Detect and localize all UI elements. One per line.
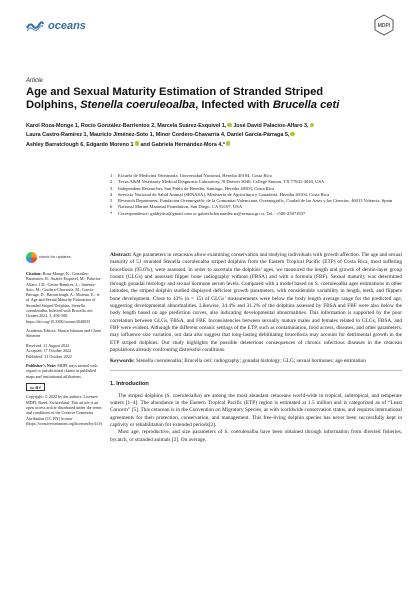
- citation: Citation: Roza-Monge, K.; González-Barrientos, R.; Suárez-Esquivel, M.; Palacios-Alfaro, J.D.; Castro-Ramírez, L.; Jiménez-Soto, M.; Cordero-Chavarría, M.; García-Párraga, D.; Barratclough, A.; Moreno, E.; et al. Age and Sexual Maturity Estimation of Stranded Striped Dolphins, Stenella coeruleoalba, Infected with Brucella ceti. Oceans 2022, 3, 494-508. https://doi.org/10.3390/oceans3040033: [26, 271, 102, 324]
- publisher-note: Publisher’s Note: MDPI stays neutral with regard to jurisdictional claims in published maps and institutional affiliations.: [26, 363, 98, 379]
- accepted-date: Accepted: 17 October 2022: [26, 348, 72, 354]
- keywords: Keywords: Stenella coeruleoalba; Brucella ceti; radiography; gonadal histology; GLG; sexual hormones; age estimation: [110, 358, 366, 365]
- wave-logo-icon: [26, 20, 44, 32]
- check-for-updates-button[interactable]: check for updates: [26, 252, 104, 263]
- paragraph: The striped dolphins (S. coeruleoalba) are among the most abundant cetaceans world-wide in tropical, subtropical, and temperate waters [1–4]. The abundance in the Eastern Tropical Pacific (ETP) region is estimated at 1.5 million and is categorized as of “Least Concern” [5]. This cetacean is in the Convention on Migratory Species, as with worldwide conservation status, and requires international agreements for their protection, conservation, and management. This free-living dolphin species has never been successfully kept in captivity or rehabilitation for extended periods[2].: [110, 392, 402, 428]
- abstract: Abstract: Age parameters in cetaceans allow examining conservation and studying individuals with growth affection. The age and sexual maturity of 51 stranded Stenella coeruleoalba striped dolphins from the Eastern Tropical Pacific (ETP) of Costa Rica, most suffering brucellosis (95.6%), were assessed. In order to ascertain the dolphins’ ages, we measured the length and growth of dentin-layer group counts (GLGs) and assessed flipper bone radiography without (FBSA) and with a formula (FBF). Sexual maturity was determined through gonadal histology and sexual hormone serum levels. Compared with a model based on S. coeruleoalba ages estimations in other latitudes, the striped dolphin studied displayed deficient growth parameters, with considerable variability in length, teeth, and flippers bone development. Close to 43% (n = 15) of GLGs’ measurements were below the body length average range for the predicted age, suggesting developmental abnormalities. Likewise, 34.4% and 31.2% of the dolphins assessed by FBSA and FBF were also below the body length based on age prediction curves, also indicating developmental abnormalities. This information is supported by the poor correlation between GLGs, FBSA, and FBF. Inconsistencies between sexually mature males and females related to GLGs, FBSA, and FBF were evident. Although the different oceanic settings of the ETP, such as contamination, food access, diseases, and other parameters, may influence size variation, our data also suggest that long-lasting debilitating brucellosis may account for detrimental growth in the ETP striped dolphins. Our study highlights the possible deleterious consequences of chronic infectious diseases in the cetacean populations already confronting distressful conditions.: [110, 252, 402, 353]
- orcid-icon[interactable]: [227, 123, 231, 127]
- author: Minor Cordero-Chavarría 4,: [155, 132, 226, 139]
- affiliation-list: [110, 173, 402, 217]
- affiliation: 2 Texas A&M Veterinary Medical Diagnostic Laboratory, ¹0 Drawer 3040, College Station, TX 77841-3040, USA: [110, 179, 325, 185]
- author: Mauricio Jiménez-Soto 1,: [89, 132, 155, 139]
- publisher-name: MDPI: [377, 23, 391, 29]
- author: Laura Castro-Ramírez 1,: [26, 132, 89, 139]
- article-title: Age and Sexual Maturity Estimation of Stranded Striped Dolphins, Stenella coeruleoalba, Infected with Brucella ceti: [26, 86, 340, 111]
- orcid-icon[interactable]: [135, 141, 139, 145]
- cc-license-badge[interactable]: cc BY: [26, 383, 45, 391]
- section-heading: 1. Introduction: [110, 381, 149, 388]
- affiliation: 1 Escuela de Medicina Veterinaria, Universidad Nacional, Heredia 40104, Costa Rica: [110, 173, 272, 178]
- journal-logo: [26, 20, 86, 32]
- received-date: Received: 21 August 2022: [26, 342, 70, 348]
- section-divider: [110, 370, 402, 371]
- check-updates-icon: [26, 252, 37, 263]
- copyright-notice: Copyright: © 2022 by the authors. Licensee MDPI, Basel, Switzerland. This article is an open access article distributed under the terms and conditions of the Creative Commons Attribution (CC BY) license (https://creativecommons.org/licenses/by/4.0/).: [26, 394, 104, 426]
- author: Marcela Suárez-Esquivel 1,: [157, 123, 227, 129]
- author: Ashley Barratclough 6,: [26, 141, 85, 148]
- affiliation: 6 National Marine Mammal Foundation, San Diego, CA 92107, USA: [110, 204, 243, 210]
- correspondence: * Correspondence: gabbytica@gmail.com or gabriela.hernandez.m@senasa.go.cr; Tel.: +506-25871837: [110, 210, 306, 216]
- article-body: [110, 252, 402, 444]
- author: Daniel García-Párraga 5,: [227, 132, 290, 139]
- author: and Gabriela Hernández-Mora 4,*: [140, 141, 225, 148]
- orcid-icon[interactable]: [310, 123, 314, 127]
- article-type: Article: [26, 78, 43, 84]
- paragraph: Most age, reproductive, and size parameters of S. coeruleoalba have been obtained through information from directed fisheries, bycatch, or stranded animals [2]. On average,: [110, 429, 402, 443]
- publisher-logo: [374, 14, 394, 41]
- article-info-sidebar: [26, 252, 104, 426]
- academic-editors: Academic Editors: Shawn Johnson and Claire Simeone: [26, 328, 102, 339]
- journal-name: oceans: [48, 20, 86, 32]
- affiliation: 5 Research Department, Fundación Oceanogràfic de la Comunitat Valenciana, Oceanogràfic, Ciudad de las Artes y las Ciencias, 46013 Valencia, Spain: [110, 198, 393, 204]
- author-list: [26, 122, 396, 150]
- affiliation: 3 Independent Researcher, San Pablo de Heredia, Santiago, Heredia 40503, Costa Rica: [110, 185, 275, 191]
- author: José David Palacios-Alfaro 3,: [233, 123, 309, 129]
- published-date: Published: 31 October 2022: [26, 353, 72, 359]
- author: Edgardo Moreno 1: [86, 141, 134, 148]
- affiliation: 4 Servicio Nacional de Salud Animal (SENASA), Ministerio de Agricultura y Ganadería, Heredia 40104, Costa Rica: [110, 191, 330, 197]
- orcid-icon[interactable]: [226, 141, 230, 145]
- orcid-icon[interactable]: [290, 132, 294, 136]
- author: Rocío González-Barrientos 2,: [80, 123, 156, 129]
- author: Karol Roza-Monge 1,: [26, 123, 80, 129]
